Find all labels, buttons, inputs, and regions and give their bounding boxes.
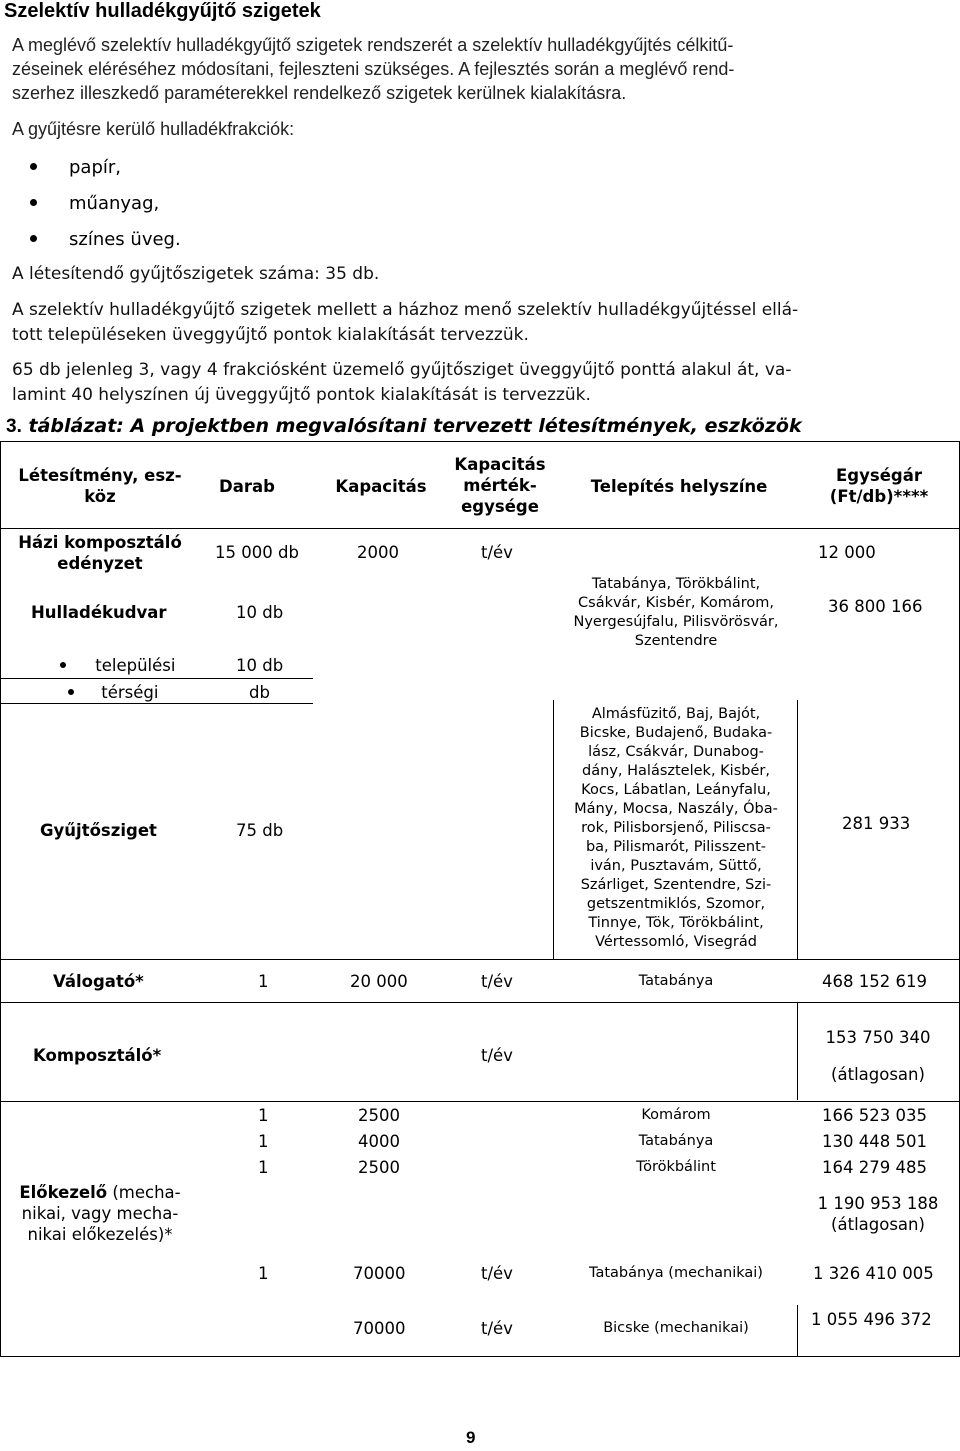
header-unit-price: Egységár (Ft/db)**** — [829, 466, 929, 506]
sorter-count: 1 — [258, 972, 269, 991]
para2-line-1: A szelektív hulladékgyűjtő szigetek mellett a házhoz menő szelektív hulladékgyűjtéssel ellá- — [12, 300, 799, 320]
pretreatment-row-2-count: 1 — [258, 1132, 269, 1151]
waste-yard-name: Hulladékudvar — [31, 603, 167, 622]
pretreatment-row-3-price: 164 279 485 — [822, 1158, 927, 1177]
glass-points-paragraph — [12, 298, 948, 348]
fraction-item: műanyag, — [30, 193, 159, 214]
bullet-icon — [68, 689, 74, 695]
home-composter-name: Házi komposztáló edényzet — [18, 533, 182, 573]
mech-1-count: 1 — [258, 1264, 269, 1283]
pretreatment-row-3-capacity: 2500 — [358, 1158, 400, 1177]
regional-count: db — [249, 683, 270, 702]
composter-price: 153 750 340 (átlagosan) — [825, 1028, 931, 1084]
bullet-icon — [30, 199, 37, 206]
intro-line-1: A meglévő szelektív hulladékgyűjtő szigetek rendszerét a szelektív hulladékgyűjtés célkitű- — [12, 35, 734, 55]
pretreatment-row-1-count: 1 — [258, 1106, 269, 1125]
home-composter-unit: t/év — [481, 543, 513, 562]
mech-2-capacity: 70000 — [353, 1319, 406, 1338]
conversion-paragraph — [12, 358, 948, 408]
table-number: 3. — [6, 416, 22, 437]
bullet-icon — [30, 235, 37, 242]
pretreatment-row-2-capacity: 4000 — [358, 1132, 400, 1151]
header-count: Darab — [219, 477, 275, 496]
mech-1-location: Tatabánya (mechanikai) — [589, 1265, 763, 1281]
pretreatment-row-2-price: 130 448 501 — [822, 1132, 927, 1151]
pretreatment-avg-price: 1 190 953 188 (átlagosan) — [817, 1194, 939, 1234]
sorter-price: 468 152 619 — [822, 972, 927, 991]
island-count: A létesítendő gyűjtőszigetek száma: 35 db. — [12, 264, 380, 284]
section-heading: Szelektív hulladékgyűjtő szigetek — [4, 0, 321, 22]
pretreatment-name: Előkezelő (mecha- nikai, vagy mecha- nikai előkezelés)* — [19, 1183, 181, 1244]
intro-paragraph — [12, 33, 948, 105]
mech-1-capacity: 70000 — [353, 1264, 406, 1283]
sorter-location: Tatabánya — [638, 973, 714, 989]
fraction-item: papír, — [30, 157, 121, 178]
fractions-label: A gyűjtésre kerülő hulladékfrakciók: — [12, 119, 295, 139]
bullet-icon — [60, 662, 66, 668]
mech-2-price: 1 055 496 372 — [811, 1310, 932, 1329]
settlement-row: települési — [60, 655, 175, 676]
island-locations: Almásfüzitő, Baj, Bajót, Bicske, Budajenő, Budaka- lász, Csákvár, Dunabog- dány, Halásztelek, Kisbér, Kocs, Lábatlan, Leányfalu, Mány, Mocsa, Naszály, Óba- rok, Pilisborsjenő, Piliscsa- ba, Pilismarót, Pilisszent- iván, Pusztavám, Süttő, Szárliget, Szentendre, Szi- getszentmiklós, Szomor, Tinnye, Tök, Törökbálint, Vértessomló, Visegrád — [574, 706, 778, 950]
mech-1-unit: t/év — [481, 1264, 513, 1283]
mech-2-unit: t/év — [481, 1319, 513, 1338]
pretreatment-row-1-capacity: 2500 — [358, 1106, 400, 1125]
settlement-count: 10 db — [236, 656, 284, 675]
header-capacity-unit: Kapacitás mérték- egysége — [454, 455, 546, 516]
para2-line-2: tott településeken üveggyűjtő pontok kialakítását tervezzük. — [12, 325, 529, 345]
table-caption — [6, 415, 802, 438]
waste-yard-locations: Tatabánya, Törökbálint, Csákvár, Kisbér, Komárom, Nyergesújfalu, Pilisvörösvár, Szentendre — [573, 576, 779, 649]
home-composter-price: 12 000 — [818, 543, 876, 562]
island-count: 75 db — [236, 821, 284, 840]
pretreatment-row-3-count: 1 — [258, 1158, 269, 1177]
para3-line-2: lamint 40 helyszínen új üveggyűjtő pontok kialakítását is tervezzük. — [12, 385, 591, 405]
mech-2-location: Bicske (mechanikai) — [603, 1320, 749, 1336]
island-price: 281 933 — [842, 814, 911, 833]
waste-yard-count: 10 db — [236, 603, 284, 622]
table-caption-text: táblázat: A projektben megvalósítani tervezett létesítmények, eszközök — [28, 415, 802, 437]
bullet-icon — [30, 163, 37, 170]
pretreatment-row-3-location: Törökbálint — [636, 1159, 716, 1175]
regional-row: térségi — [68, 682, 158, 703]
header-capacity: Kapacitás — [335, 477, 427, 496]
pretreatment-row-1-location: Komárom — [641, 1107, 711, 1123]
intro-line-2: zéseinek eléréséhez módosítani, fejleszteni szükséges. A fejlesztés során a meglévő rend- — [12, 59, 735, 79]
composter-unit: t/év — [481, 1046, 513, 1065]
header-location: Telepítés helyszíne — [590, 477, 768, 496]
home-composter-capacity: 2000 — [357, 543, 399, 562]
island-name: Gyűjtősziget — [40, 821, 157, 840]
header-facility: Létesítmény, esz- köz — [18, 466, 182, 506]
para3-line-1: 65 db jelenleg 3, vagy 4 frakciósként üzemelő gyűjtősziget üveggyűjtő ponttá alakul át, va- — [12, 360, 792, 380]
waste-yard-price: 36 800 166 — [828, 597, 923, 616]
intro-line-3: szerhez illeszkedő paraméterekkel rendelkező szigetek kerülnek kialakításra. — [12, 83, 627, 103]
mech-1-price: 1 326 410 005 — [813, 1264, 934, 1283]
page-number: 9 — [466, 1428, 476, 1447]
composter-name: Komposztáló* — [33, 1046, 162, 1065]
sorter-capacity: 20 000 — [350, 972, 408, 991]
home-composter-count: 15 000 db — [215, 543, 299, 562]
sorter-name: Válogató* — [53, 972, 144, 991]
fraction-item: színes üveg. — [30, 229, 181, 250]
sorter-unit: t/év — [481, 972, 513, 991]
pretreatment-row-2-location: Tatabánya — [638, 1133, 714, 1149]
pretreatment-row-1-price: 166 523 035 — [822, 1106, 927, 1125]
